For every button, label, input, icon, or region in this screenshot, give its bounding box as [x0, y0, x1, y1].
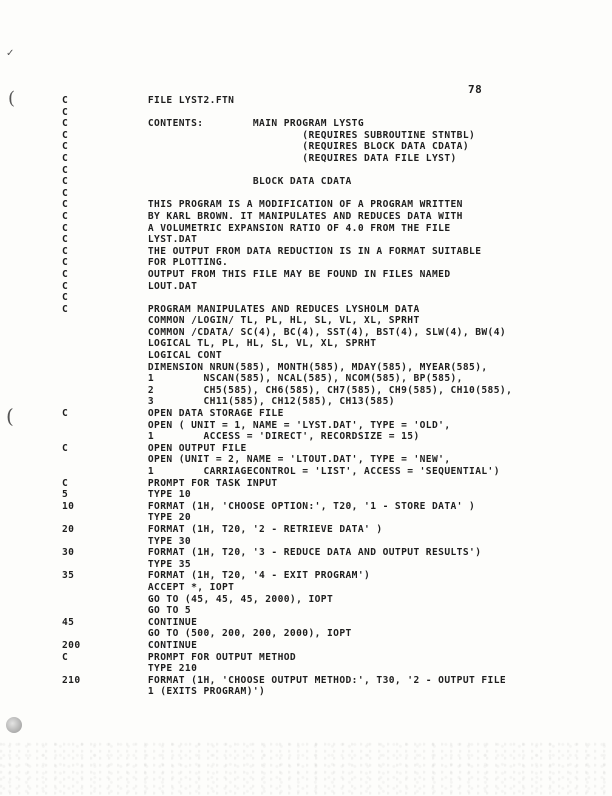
code-line [62, 675, 582, 687]
punch-hole [6, 717, 22, 733]
line-code [117, 107, 582, 119]
code-line [62, 443, 582, 455]
line-label: 5 [62, 489, 69, 501]
line-label: C [62, 268, 69, 280]
code-line [62, 594, 582, 606]
margin-bracket-mark: ( [8, 88, 16, 109]
line-code: FORMAT (1H, T20, '4 - EXIT PROGRAM') [117, 570, 371, 582]
code-line [62, 234, 582, 246]
code-line [62, 640, 582, 652]
line-label: C [62, 210, 69, 222]
line-code: TYPE 35 [117, 558, 192, 570]
line-code: PROGRAM MANIPULATES AND REDUCES LYSHOLM DATA [117, 303, 420, 315]
line-label: 20 [62, 523, 75, 535]
line-code: (REQUIRES BLOCK DATA CDATA) [117, 141, 470, 153]
line-label: C [62, 222, 69, 234]
code-line [62, 512, 582, 524]
line-code: GO TO 5 [117, 605, 192, 617]
line-code: OPEN ( UNIT = 1, NAME = 'LYST.DAT', TYPE = 'OLD', [117, 419, 451, 431]
line-label [62, 338, 117, 350]
line-code: TYPE 210 [117, 663, 198, 675]
code-line [62, 420, 582, 432]
code-line [62, 559, 582, 571]
line-code: FOR PLOTTING. [117, 257, 229, 269]
line-label [62, 536, 117, 548]
line-code: OUTPUT FROM THIS FILE MAY BE FOUND IN FILES NAMED [117, 268, 451, 280]
line-label [62, 327, 117, 339]
line-label [62, 663, 117, 675]
line-label: C [62, 118, 69, 130]
code-line [62, 617, 582, 629]
code-line [62, 246, 582, 258]
line-label [62, 628, 117, 640]
line-code: THE OUTPUT FROM DATA REDUCTION IS IN A FORMAT SUITABLE [117, 245, 482, 257]
code-line [62, 176, 582, 188]
code-line [62, 315, 582, 327]
line-label [62, 605, 117, 617]
line-label: C [62, 408, 69, 420]
code-line [62, 536, 582, 548]
code-line [62, 396, 582, 408]
line-code: BY KARL BROWN. IT MANIPULATES AND REDUCES DATA WITH [117, 210, 463, 222]
line-label [62, 350, 117, 362]
line-code [117, 165, 582, 177]
code-line [62, 362, 582, 374]
line-code: CONTENTS: MAIN PROGRAM LYSTG [117, 118, 365, 130]
code-line [62, 547, 582, 559]
line-label [62, 385, 117, 397]
line-code: ACCEPT *, IOPT [117, 581, 235, 593]
code-line [62, 338, 582, 350]
line-code: OPEN (UNIT = 2, NAME = 'LTOUT.DAT', TYPE = 'NEW', [117, 454, 451, 466]
line-label: C [62, 442, 69, 454]
code-line [62, 501, 582, 513]
line-label: C [62, 106, 69, 118]
line-label [62, 315, 117, 327]
line-label: 45 [62, 616, 75, 628]
line-code [117, 188, 582, 200]
line-label [62, 396, 117, 408]
line-label [62, 373, 117, 385]
line-label [62, 466, 117, 478]
line-code: LOGICAL CONT [117, 350, 222, 362]
line-label: 200 [62, 639, 81, 651]
line-label: C [62, 95, 69, 106]
line-code: CONTINUE [117, 616, 198, 628]
margin-bracket-mark: ( [6, 404, 14, 428]
line-code: THIS PROGRAM IS A MODIFICATION OF A PROGRAM WRITTEN [117, 199, 463, 211]
line-label: C [62, 234, 69, 246]
code-line [62, 408, 582, 420]
code-line [62, 211, 582, 223]
line-label [62, 431, 117, 443]
line-label: C [62, 292, 69, 304]
code-line [62, 489, 582, 501]
code-line [62, 385, 582, 397]
line-label: C [62, 280, 69, 292]
line-label: C [62, 152, 69, 164]
code-line [62, 454, 582, 466]
line-code: LOUT.DAT [117, 280, 198, 292]
line-label: C [62, 477, 69, 489]
code-line [62, 628, 582, 640]
code-line [62, 165, 582, 177]
line-code: PROMPT FOR OUTPUT METHOD [117, 651, 297, 663]
line-code: 1 CARRIAGECONTROL = 'LIST', ACCESS = 'SEQUENTIAL') [117, 466, 500, 477]
code-line [62, 130, 582, 142]
code-line [62, 582, 582, 594]
line-code: 1 (EXITS PROGRAM)') [117, 686, 266, 698]
line-code: LYST.DAT [117, 234, 198, 246]
code-line [62, 663, 582, 675]
page-number: 78 [468, 83, 483, 96]
line-code: FORMAT (1H, T20, '2 - RETRIEVE DATA' ) [117, 523, 383, 535]
code-line [62, 118, 582, 130]
line-label: C [62, 164, 69, 176]
line-code: PROMPT FOR TASK INPUT [117, 477, 278, 489]
line-code [117, 292, 582, 304]
line-label: C [62, 257, 69, 269]
line-label: C [62, 245, 69, 257]
line-code: DIMENSION NRUN(585), MONTH(585), MDAY(585), MYEAR(585), [117, 361, 488, 373]
line-code: FORMAT (1H, T20, '3 - REDUCE DATA AND OUTPUT RESULTS') [117, 547, 482, 559]
line-code: 2 CH5(585), CH6(585), CH7(585), CH9(585), CH10(585), [117, 384, 513, 396]
line-code: FILE LYST2.FTN [117, 95, 235, 106]
code-line [62, 199, 582, 211]
line-code: CONTINUE [117, 639, 198, 651]
code-line [62, 605, 582, 617]
code-line [62, 107, 582, 119]
fortran-listing [62, 95, 582, 698]
line-label [62, 686, 117, 698]
line-code: 3 CH11(585), CH12(585), CH13(585) [117, 396, 395, 408]
line-code: 1 NSCAN(585), NCAL(585), NCOM(585), BP(585), [117, 373, 463, 385]
line-code: GO TO (45, 45, 45, 2000), IOPT [117, 593, 334, 605]
line-code: BLOCK DATA CDATA [117, 176, 352, 188]
line-label: C [62, 651, 69, 663]
line-label: 30 [62, 547, 75, 559]
code-line [62, 304, 582, 316]
line-code: COMMON /LOGIN/ TL, PL, HL, SL, VL, XL, SPRHT [117, 315, 420, 327]
line-label [62, 420, 117, 432]
scan-noise [0, 740, 612, 796]
line-label [62, 512, 117, 524]
code-line [62, 327, 582, 339]
code-line [62, 466, 582, 478]
line-label [62, 594, 117, 606]
line-code: 1 ACCESS = 'DIRECT', RECORDSIZE = 15) [117, 431, 420, 443]
line-label [62, 559, 117, 571]
line-code: A VOLUMETRIC EXPANSION RATIO OF 4.0 FROM THE FILE [117, 222, 451, 234]
line-label [62, 362, 117, 374]
line-label: C [62, 176, 69, 188]
code-line [62, 141, 582, 153]
code-line [62, 431, 582, 443]
line-code: TYPE 10 [117, 489, 192, 501]
line-code: OPEN OUTPUT FILE [117, 442, 247, 454]
code-line [62, 281, 582, 293]
code-line [62, 686, 582, 698]
line-label: C [62, 141, 69, 153]
line-label: 10 [62, 500, 75, 512]
line-label: C [62, 199, 69, 211]
code-line [62, 292, 582, 304]
line-code: (REQUIRES SUBROUTINE STNTBL) [117, 129, 476, 141]
code-line [62, 652, 582, 664]
line-code: FORMAT (1H, 'CHOOSE OUTPUT METHOD:', T30, '2 - OUTPUT FILE [117, 674, 507, 686]
line-label: C [62, 187, 69, 199]
line-label: C [62, 129, 69, 141]
code-line [62, 373, 582, 385]
line-code: COMMON /CDATA/ SC(4), BC(4), SST(4), BST(4), SLW(4), BW(4) [117, 326, 507, 338]
line-label: C [62, 303, 69, 315]
line-label [62, 454, 117, 466]
line-code: OPEN DATA STORAGE FILE [117, 408, 284, 420]
line-label [62, 582, 117, 594]
line-code: LOGICAL TL, PL, HL, SL, VL, XL, SPRHT [117, 338, 377, 350]
line-code: TYPE 30 [117, 535, 192, 547]
line-code: (REQUIRES DATA FILE LYST) [117, 152, 457, 164]
line-code: GO TO (500, 200, 200, 2000), IOPT [117, 628, 352, 640]
code-line [62, 188, 582, 200]
code-line [62, 478, 582, 490]
code-line [62, 570, 582, 582]
code-line [62, 153, 582, 165]
code-line [62, 524, 582, 536]
line-label: 35 [62, 570, 75, 582]
code-line [62, 350, 582, 362]
line-code: TYPE 20 [117, 512, 192, 524]
line-code: FORMAT (1H, 'CHOOSE OPTION:', T20, '1 - STORE DATA' ) [117, 500, 476, 512]
code-line [62, 223, 582, 235]
code-line [62, 95, 582, 107]
line-label: 210 [62, 674, 81, 686]
margin-tick-mark: ✓ [6, 48, 15, 59]
code-line [62, 257, 582, 269]
code-line [62, 269, 582, 281]
